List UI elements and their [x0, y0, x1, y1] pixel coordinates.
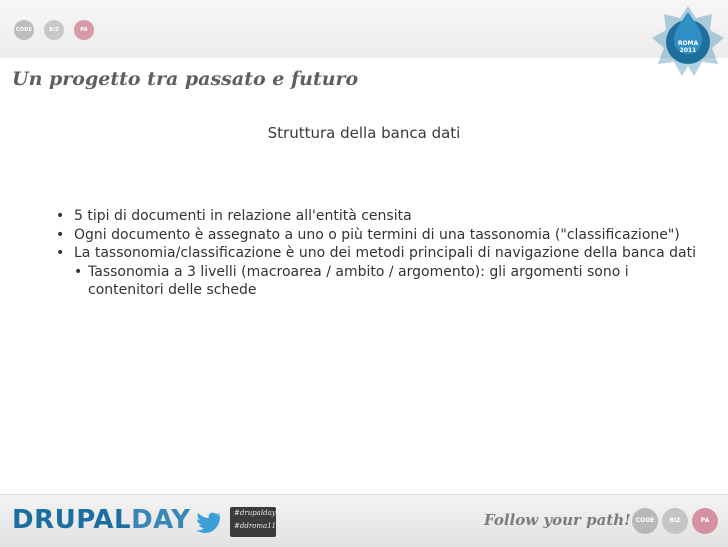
twitter-bird-icon [196, 511, 224, 533]
hashtag-drupalday: #drupalday [234, 509, 276, 517]
footer-pa-badge: PA [692, 508, 718, 534]
biz-badge: BIZ [44, 20, 64, 40]
pa-badge: PA [74, 20, 94, 40]
hashtag-box [230, 507, 276, 537]
sub-bullet-item [74, 263, 696, 300]
brand-day: DAY [131, 505, 191, 535]
footer-code-badge: CODE [632, 508, 658, 534]
footer-biz-badge: BIZ [662, 508, 688, 534]
bullet-text: Ogni documento è assegnato a uno o più termini di una tassonomia ("classificazione") [74, 226, 680, 243]
logo-text-year: 2011 [679, 47, 697, 54]
bullet-text: La tassonomia/classificazione è uno dei metodi principali di navigazione della banca dati [74, 245, 696, 261]
drupalday-logo [12, 505, 191, 535]
slide-title: Un progetto tra passato e futuro [12, 68, 359, 90]
bullet-item [56, 244, 696, 300]
bullet-item [56, 207, 696, 226]
bullet-item [56, 226, 696, 245]
header-bar [0, 0, 728, 58]
brand-drupal: DRUPAL [12, 505, 132, 535]
sub-bullet-text: Tassonomia a 3 livelli (macroarea / ambito / argomento): gli argomenti sono i contenitori delle schede [88, 263, 629, 298]
bullet-text: 5 tipi di documenti in relazione all'entità censita [74, 208, 412, 224]
follow-tagline: Follow your path! [484, 511, 631, 529]
slide-subtitle: Struttura della banca dati [267, 124, 461, 142]
logo-text-roma: ROMA [677, 40, 699, 47]
hashtag-ddroma11: #ddroma11 [234, 522, 277, 530]
sub-bullet-list [74, 263, 696, 300]
bullet-list [56, 207, 696, 300]
footer-bar [0, 494, 728, 547]
code-badge: CODE [14, 20, 34, 40]
roma-2011-logo [650, 4, 726, 80]
